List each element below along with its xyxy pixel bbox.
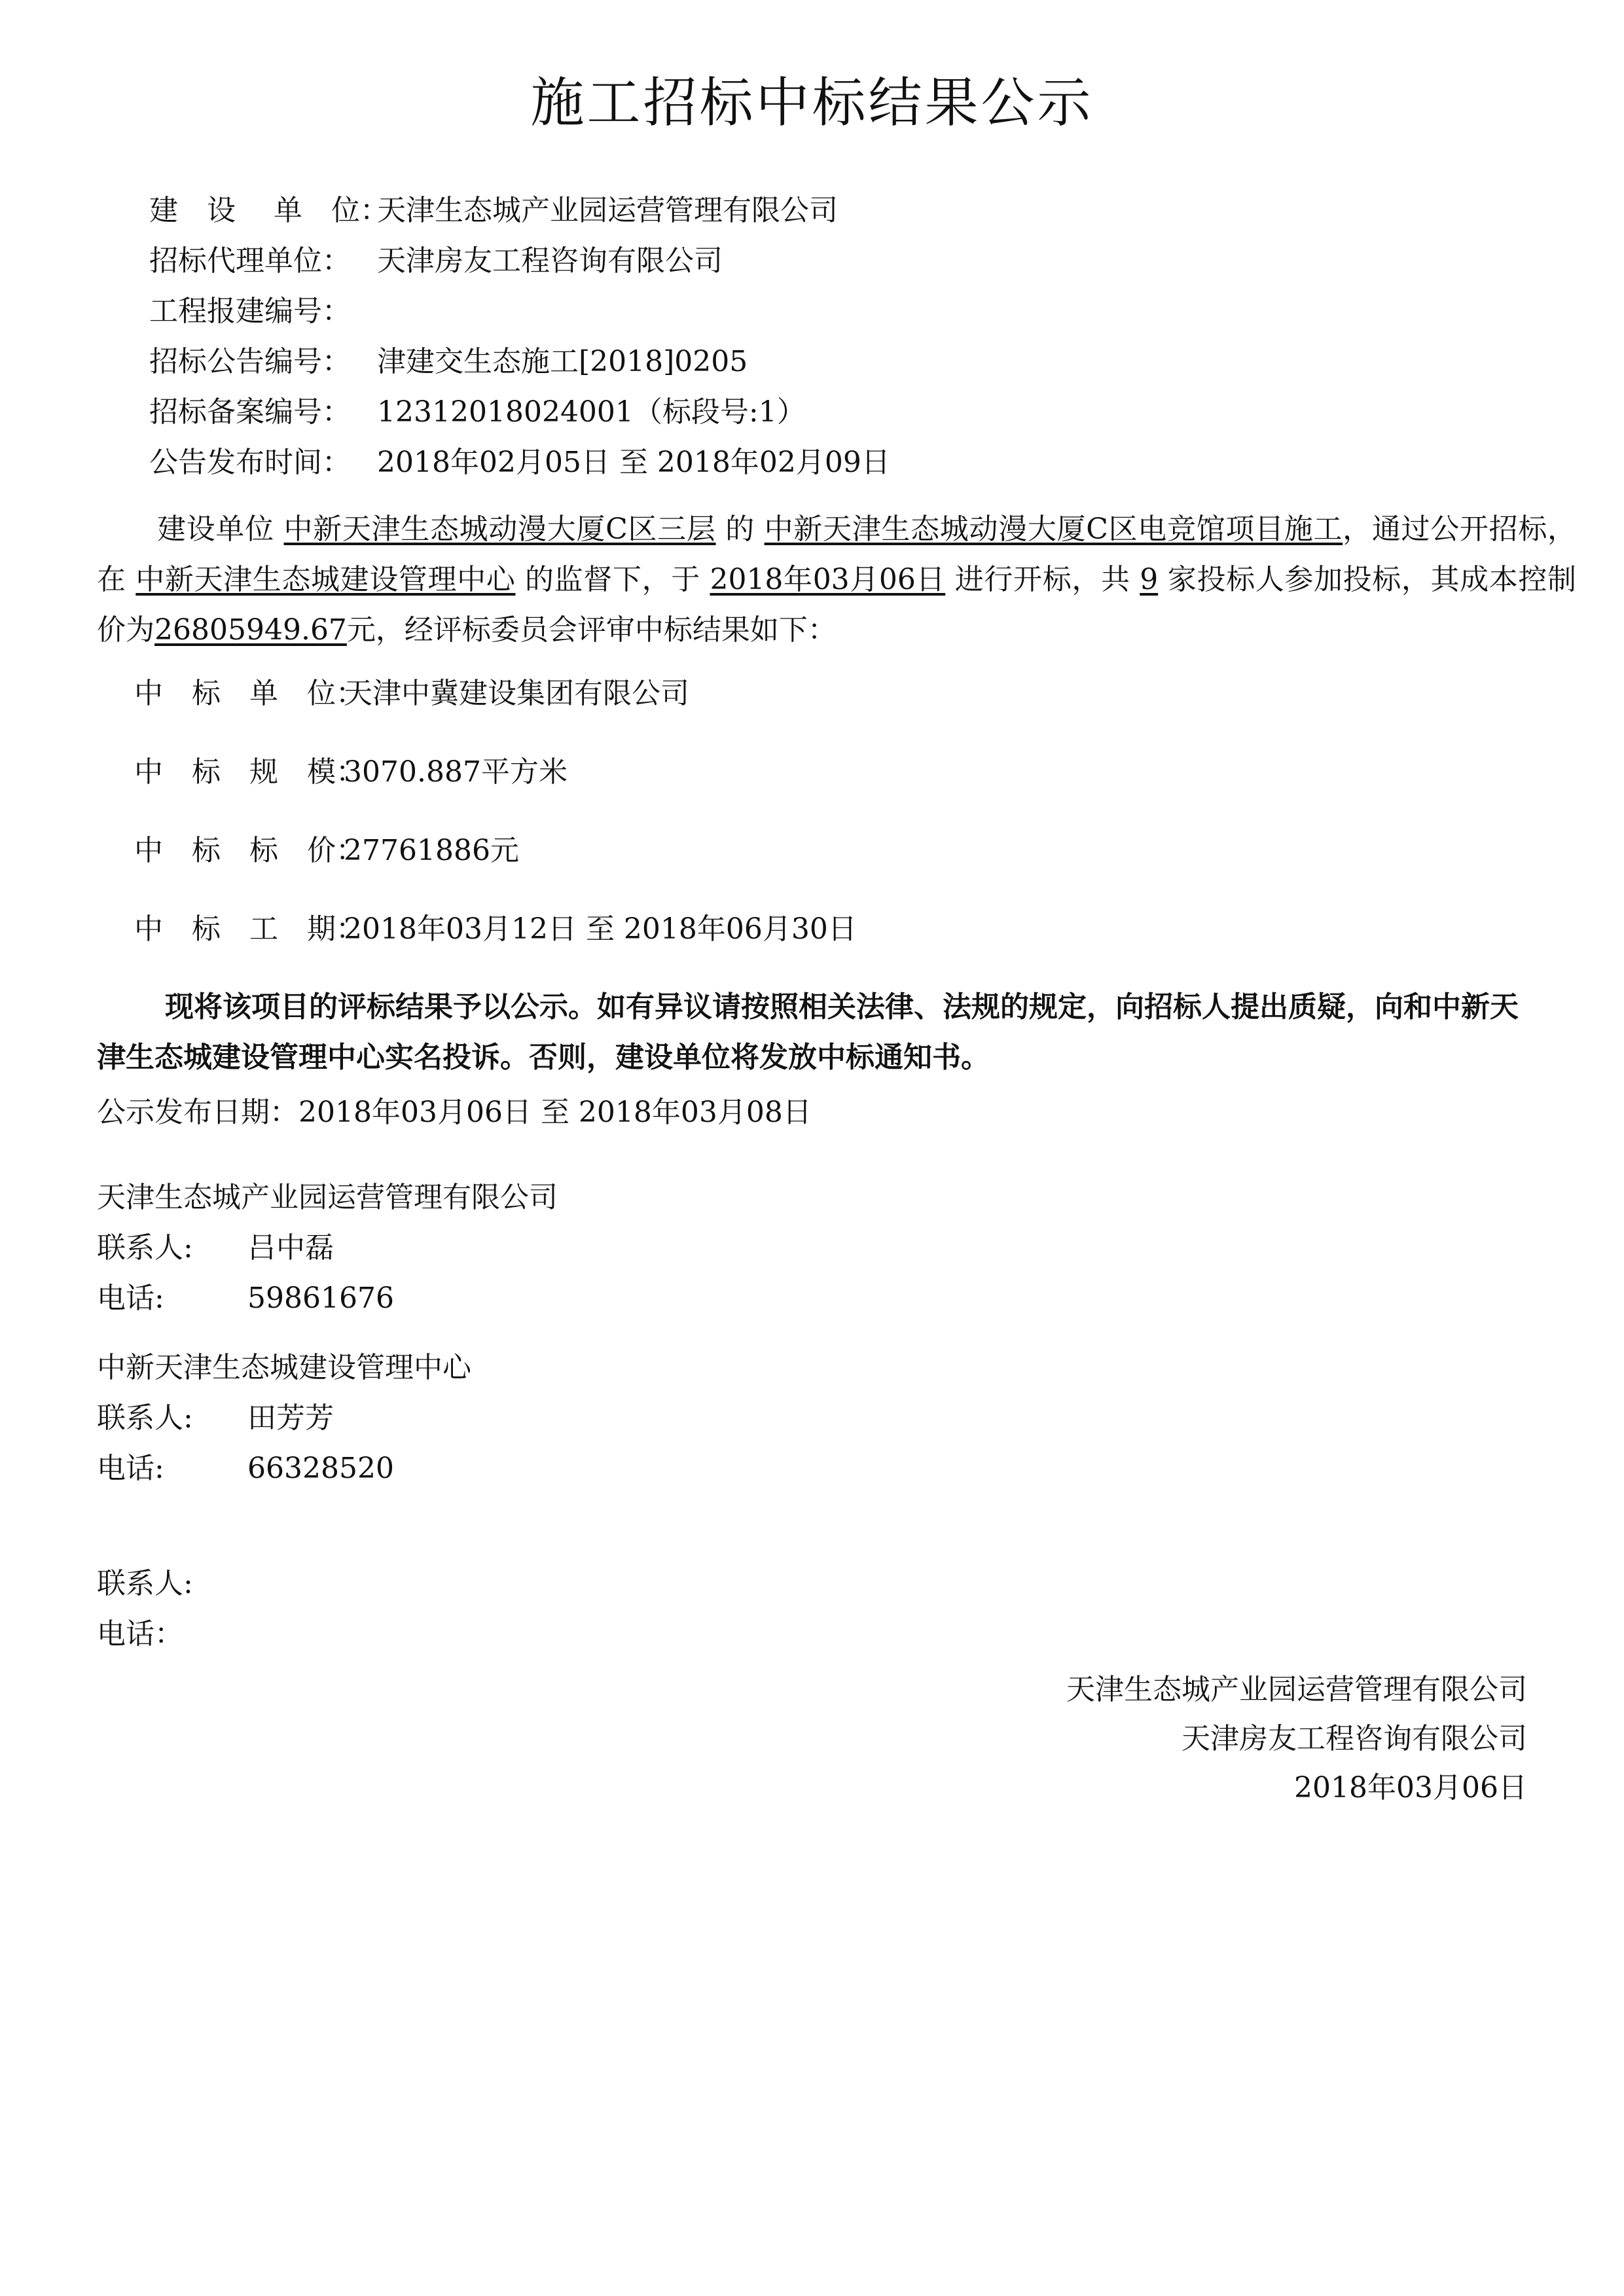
info-value: 津建交生态施工[2018]0205 <box>377 345 748 378</box>
contact-phone-row-1 <box>97 1279 394 1318</box>
cost-control-price: 26805949.67 <box>154 613 347 647</box>
text-segment: 家投标人参加投标，其成本控制价为 <box>97 563 1576 647</box>
blank-contact-person: 联系人: <box>97 1567 193 1600</box>
text-segment: 进行开标，共 <box>945 563 1140 596</box>
signature-date: 2018年03月06日 <box>1294 1771 1527 1804</box>
page-title: 施工招标中标结果公示 <box>530 72 1094 134</box>
text-segment: ，通过公开招标，在 <box>97 512 1577 596</box>
award-value: 天津中冀建设集团有限公司 <box>344 677 689 710</box>
text-segment: 的 <box>715 512 765 546</box>
award-label: 中 标 规 模： <box>134 755 365 789</box>
award-value: 27761886元 <box>344 834 519 867</box>
award-label: 中 标 标 价： <box>134 834 365 867</box>
award-duration-row <box>134 910 857 949</box>
builder-name: 中新天津生态城动漫大厦C区三层 <box>283 512 716 546</box>
project-name: 中新天津生态城动漫大厦C区电竞馆项目施工 <box>764 512 1343 546</box>
info-label: 建 设 单 位： <box>149 194 389 227</box>
award-price-row <box>134 831 519 870</box>
award-label: 中 标 工 期： <box>134 912 365 946</box>
contact-person: 田芳芳 <box>247 1401 334 1435</box>
info-row-builder <box>149 191 890 242</box>
contact-phone: 66328520 <box>247 1452 394 1485</box>
info-row-agent <box>149 242 890 292</box>
signature-org-2: 天津房友工程咨询有限公司 <box>1182 1722 1527 1755</box>
info-value: 天津生态城产业园运营管理有限公司 <box>377 194 838 227</box>
contact-phone-label: 电话: <box>97 1282 164 1315</box>
award-value: 3070.887平方米 <box>344 755 568 789</box>
award-winner-row <box>134 674 689 713</box>
info-value: 2018年02月05日 至 2018年02月09日 <box>377 446 890 479</box>
text-segment: 的监督下，于 <box>515 563 710 596</box>
info-label: 公告发布时间： <box>149 446 351 479</box>
signature-org-1: 天津生态城产业园运营管理有限公司 <box>1066 1673 1527 1706</box>
info-label: 招标代理单位： <box>149 244 351 278</box>
contact-person-label: 联系人: <box>97 1401 193 1435</box>
contact-phone: 59861676 <box>247 1282 394 1315</box>
info-label: 工程报建编号： <box>149 295 351 328</box>
info-label: 招标备案编号： <box>149 395 351 429</box>
info-row-publish-time <box>149 443 890 493</box>
opening-date: 2018年03月06日 <box>710 563 946 596</box>
contact-person-label: 联系人: <box>97 1231 193 1265</box>
blank-contact-phone: 电话： <box>97 1617 183 1651</box>
contact-phone-label: 电话: <box>97 1452 164 1485</box>
contact-person-row-2 <box>97 1399 334 1438</box>
award-value: 2018年03月12日 至 2018年06月30日 <box>344 912 857 946</box>
publicity-notice: 现将该项目的评标结果予以公示。如有异议请按照相关法律、法规的规定，向招标人提出质疑，向和中新天津生态城建设管理中心实名投诉。否则，建设单位将发放中标通知书。 <box>97 990 1519 1074</box>
info-label: 招标公告编号： <box>149 345 351 378</box>
supervisor-name: 中新天津生态城建设管理中心 <box>135 563 516 596</box>
contact-phone-row-2 <box>97 1449 394 1488</box>
bidding-summary-paragraph <box>97 504 1576 655</box>
award-label: 中 标 单 位： <box>134 677 365 710</box>
contact-person: 吕中磊 <box>247 1231 334 1265</box>
bidder-count: 9 <box>1140 563 1159 596</box>
info-value: 天津房友工程咨询有限公司 <box>377 244 723 278</box>
award-scale-row <box>134 753 568 792</box>
contact-org-2: 中新天津生态城建设管理中心 <box>97 1351 471 1384</box>
info-row-registration-no <box>149 292 890 342</box>
info-row-filing-no <box>149 393 890 443</box>
project-info <box>149 191 890 493</box>
text-segment: 建设单位 <box>157 512 284 546</box>
publish-period: 公示发布日期：2018年03月06日 至 2018年03月08日 <box>97 1096 812 1129</box>
contact-person-row-1 <box>97 1229 334 1268</box>
contact-org-1: 天津生态城产业园运营管理有限公司 <box>97 1181 558 1214</box>
info-row-announcement-no <box>149 342 890 393</box>
text-segment: 元，经评标委员会评审中标结果如下： <box>346 613 837 647</box>
info-value: 12312018024001（标段号:1） <box>377 395 806 429</box>
